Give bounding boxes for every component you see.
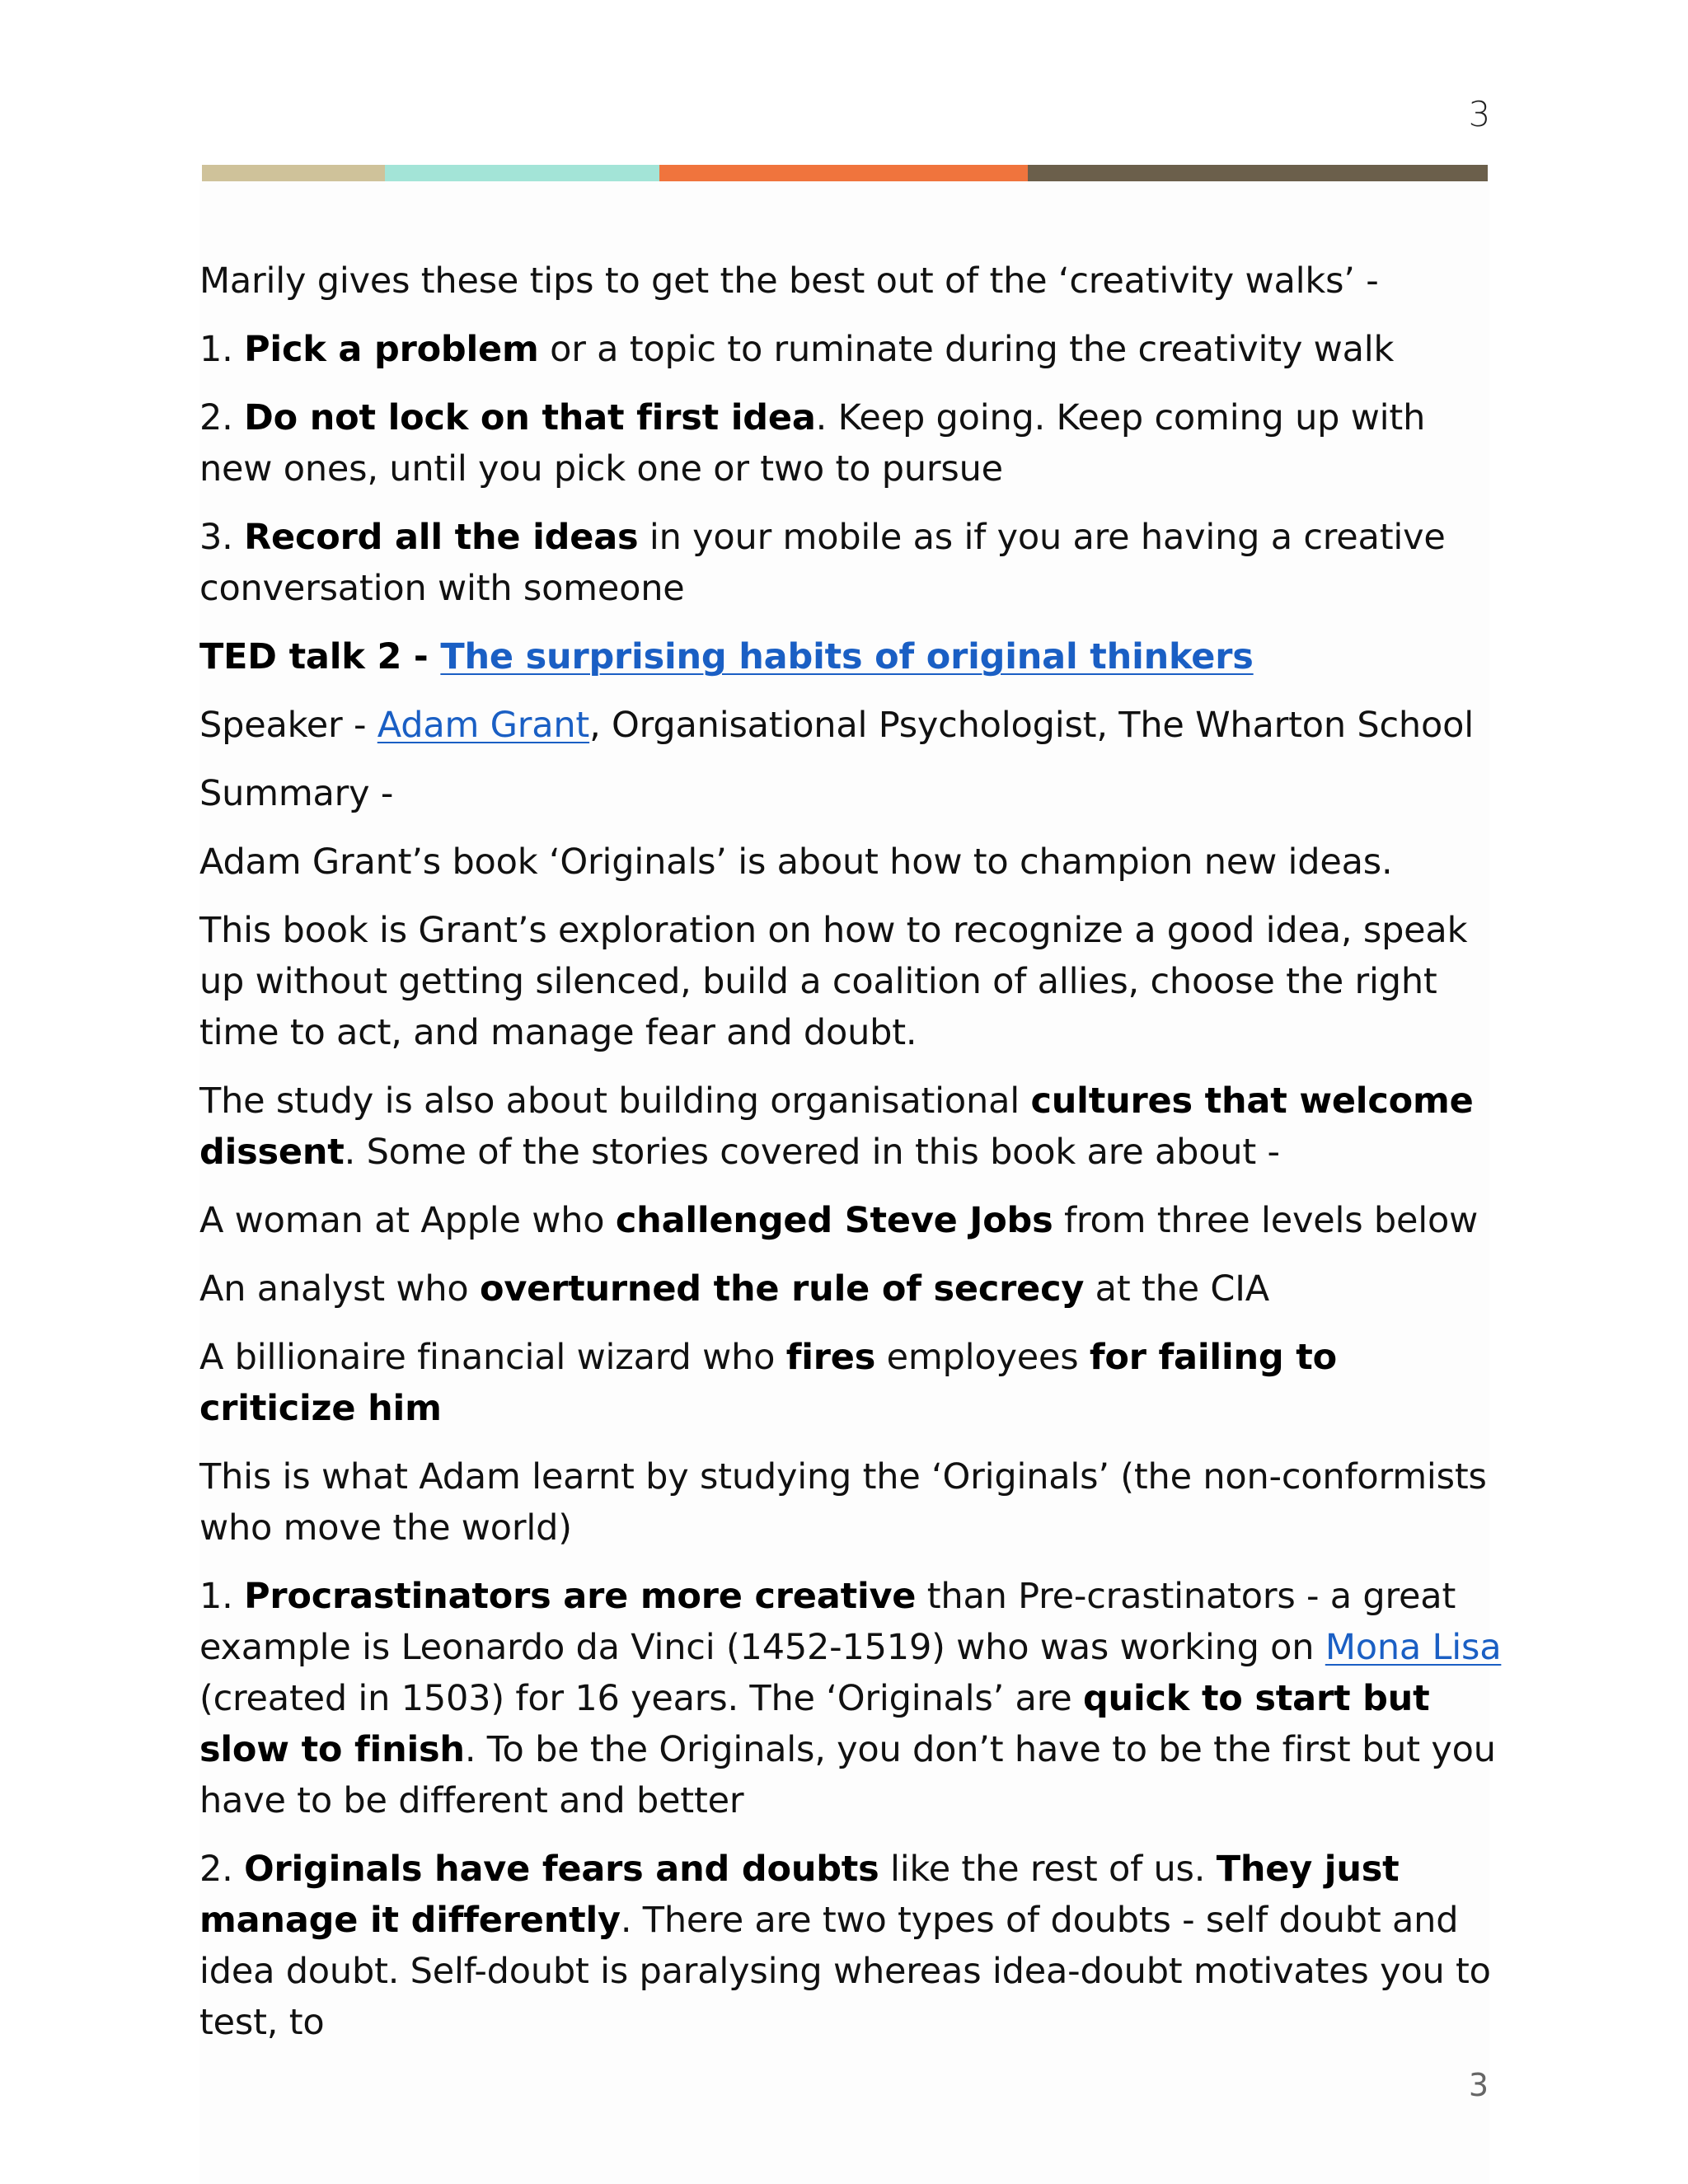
mona-lisa-link[interactable]: Mona Lisa: [1325, 1627, 1502, 1668]
tip-item-2: 2. Do not lock on that first idea. Keep going. Keep coming up with new ones, until you pick one or two to pursue: [199, 397, 1426, 490]
speaker-link[interactable]: Adam Grant: [377, 705, 590, 746]
header-page-number: 3: [1468, 94, 1491, 134]
tip-item-3: 3. Record all the ideas in your mobile as if you are having a creative conversation with someone: [199, 517, 1446, 609]
story-apple: A woman at Apple who challenged Steve Jobs from three levels below: [199, 1200, 1479, 1241]
ted-talk-title-link[interactable]: The surprising habits of original thinkers: [440, 636, 1254, 677]
header-color-bar: [202, 165, 1488, 181]
story-cia: An analyst who overturned the rule of secrecy at the CIA: [199, 1268, 1269, 1310]
tip-item-3-bold: Record all the ideas: [244, 517, 639, 558]
tips-intro: Marily gives these tips to get the best out of the ‘creativity walks’ -: [199, 260, 1379, 302]
speaker-line: Speaker - Adam Grant, Organisational Psychologist, The Wharton School: [199, 705, 1474, 746]
tip-item-1: 1. Pick a problem or a topic to ruminate during the creativity walk: [199, 329, 1395, 370]
tip-item-2-bold: Do not lock on that first idea: [244, 397, 816, 438]
summary-label: Summary -: [199, 773, 394, 814]
ted-talk-heading: TED talk 2 - The surprising habits of original thinkers: [199, 636, 1254, 677]
point-2: 2. Originals have fears and doubts like the rest of us. They just manage it differently. There are two types of doubts - self doubt and idea doubt. Self-doubt is paralysing whereas idea-doubt motivates you to test, to: [199, 1849, 1491, 2043]
color-bar-segment-4: [1028, 165, 1488, 181]
document-content: [199, 255, 1502, 2065]
exploration-paragraph: This book is Grant’s exploration on how to recognize a good idea, speak up without getting silenced, build a coalition of allies, choose the right time to act, and manage fear and doubt.: [199, 910, 1468, 1053]
color-bar-segment-2: [385, 165, 659, 181]
book-line: Adam Grant’s book ‘Originals’ is about how to champion new ideas.: [199, 841, 1393, 883]
story-billionaire: A billionaire financial wizard who fires employees for failing to criticize him: [199, 1337, 1337, 1429]
point-1: 1. Procrastinators are more creative than Pre-crastinators - a great example is Leonardo da Vinci (1452-1519) who was working on Mona Lisa (created in 1503) for 16 years. The ‘Originals’ are quick to start but slow to finish. To be the Originals, you don’t have to be the first but you have to be different and better: [199, 1576, 1502, 1821]
color-bar-segment-1: [202, 165, 385, 181]
tip-item-1-bold: Pick a problem: [244, 329, 539, 370]
learnt-paragraph: This is what Adam learnt by studying the ‘Originals’ (the non-conformists who move the world): [199, 1456, 1487, 1549]
color-bar-segment-3: [659, 165, 1028, 181]
study-paragraph: The study is also about building organisational cultures that welcome dissent. Some of the stories covered in this book are about -: [199, 1080, 1474, 1173]
footer-page-number: 3: [1468, 2067, 1489, 2103]
